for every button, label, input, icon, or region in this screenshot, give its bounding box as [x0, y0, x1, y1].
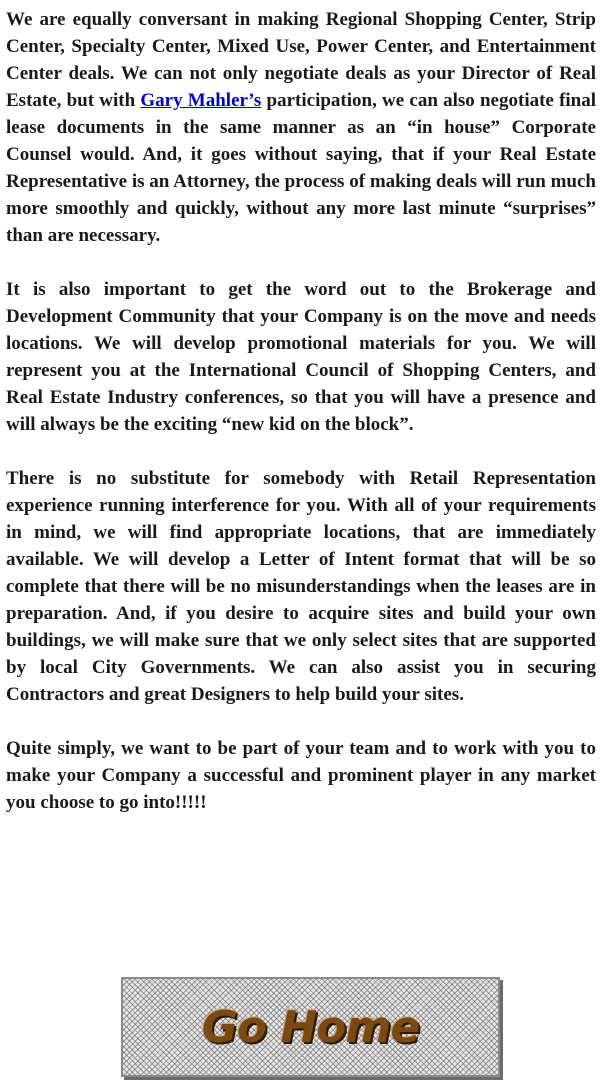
- paragraph-deals-text-after: participation, we can also negotiate final lease documents in the same manner as an “in house” Corporate Counsel would. And, it goes without saying, that if your Real Estate Representative is an Attorney, the process of making deals will run much more smoothly and quickly, without any more last minute “surprises” than are necessary.: [6, 90, 597, 246]
- paragraph-deals: [6, 6, 596, 249]
- paragraph-deals-text-before: We are equally conversant in making Regional Shopping Center, Strip Center, Specialty Center, Mixed Use, Power Center, and Entertainment Center deals. We can not only negotiate deals as your Director of Real Estate, but with: [6, 9, 596, 111]
- paragraph-representation: There is no substitute for somebody with Retail Representation experience running interference for you. With all of your requirements in mind, we will find appropriate locations, that are immediately available. We will develop a Letter of Intent format that will be so complete that there will be no misunderstandings when the leases are in preparation. And, if you desire to acquire sites and build your own buildings, we will make sure that we only select sites that are supported by local City Governments. We can also assist you in securing Contractors and great Designers to help build your sites.: [6, 468, 596, 705]
- main-content: [6, 6, 596, 843]
- go-home-button[interactable]: [121, 977, 500, 1077]
- paragraph-promotion: It is also important to get the word out to the Brokerage and Development Community that your Company is on the move and needs locations. We will develop promotional materials for you. We will represent you at the International Council of Shopping Centers, and Real Estate Industry conferences, so that you will have a presence and will always be the exciting “new kid on the block”.: [6, 279, 596, 435]
- paragraph-team: Quite simply, we want to be part of your team and to work with you to make your Company a successful and prominent player in any market you choose to go into!!!!!: [6, 738, 596, 813]
- go-home-label: Go Home: [201, 1001, 420, 1053]
- gary-mahler-link[interactable]: Gary Mahler’s: [140, 90, 262, 111]
